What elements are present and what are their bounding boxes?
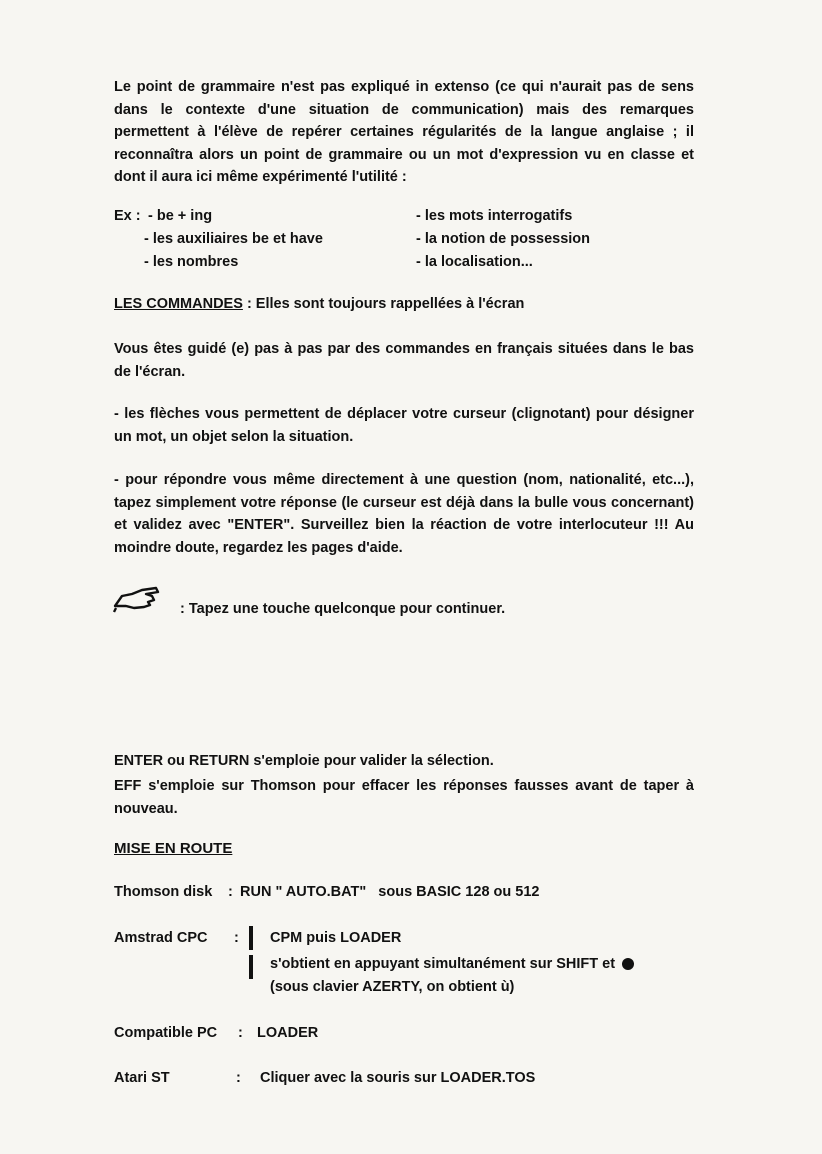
pc-sep: : bbox=[238, 1025, 243, 1041]
amstrad-sep: : bbox=[234, 930, 239, 946]
thomson-command-value: RUN " AUTO.BAT" bbox=[240, 884, 367, 900]
example-left-3: - les nombres bbox=[144, 254, 239, 270]
commands-paragraph-2 bbox=[114, 403, 694, 448]
amstrad-shift-note: s'obtient en appuyant simultanément sur SHIFT et bbox=[270, 956, 616, 972]
example-right-3: - la localisation... bbox=[416, 254, 533, 270]
thomson-sep: : bbox=[228, 884, 233, 900]
amstrad-command: CPM puis LOADER bbox=[270, 930, 402, 946]
platform-pc: Compatible PC bbox=[114, 1025, 218, 1041]
example-right-1: - les mots interrogatifs bbox=[416, 208, 573, 224]
commands-heading: LES COMMANDES bbox=[114, 296, 243, 312]
example-left-1: - be + ing bbox=[148, 208, 213, 224]
intro-text: Le point de grammaire n'est pas expliqué in extenso (ce qui n'aurait pas de sens dans le contexte d'une situation de communication) mais des remarques permettent à l'élève de repérer certaines régularités de la langue anglaise ; il reconnaîtra alors un point de grammaire ou un mot d'expression vu en classe et dont il aura ici même expérimenté l'utilité : bbox=[114, 79, 694, 185]
platform-thomson: Thomson disk bbox=[114, 884, 213, 900]
atari-sep: : bbox=[236, 1070, 241, 1086]
amstrad-note-line bbox=[270, 956, 634, 972]
atari-command: Cliquer avec la souris sur LOADER.TOS bbox=[260, 1070, 536, 1086]
commands-paragraph-3 bbox=[114, 469, 694, 559]
continue-prompt: : Tapez une touche quelconque pour continuer. bbox=[180, 601, 506, 617]
examples-prefix: Ex : bbox=[114, 208, 141, 224]
platform-atari: Atari ST bbox=[114, 1070, 170, 1086]
commands-p3-text: - pour répondre vous même directement à une question (nom, nationalité, etc...), tapez simplement votre réponse (le curseur est déjà dans la bulle vous concernant) et validez avec "ENTER". Surveillez bien la réaction de votre interlocuteur !!! Au moindre doute, regardez les pages d'aide. bbox=[114, 472, 694, 556]
eff-key-text: EFF s'emploie sur Thomson pour effacer les réponses fausses avant de taper à nouveau. bbox=[114, 778, 694, 817]
pointing-hand-icon bbox=[112, 584, 166, 614]
platform-amstrad: Amstrad CPC bbox=[114, 930, 208, 946]
enter-key-note: ENTER ou RETURN s'emploie pour valider la sélection. bbox=[114, 753, 494, 769]
amstrad-azerty-note: (sous clavier AZERTY, on obtient ù) bbox=[270, 979, 515, 995]
commands-heading-line bbox=[114, 296, 524, 312]
key-dot-icon bbox=[622, 958, 634, 970]
amstrad-bar-2 bbox=[249, 955, 253, 979]
commands-heading-rest: : Elles sont toujours rappellées à l'écran bbox=[246, 296, 525, 312]
commands-paragraph-1 bbox=[114, 338, 694, 383]
thomson-basic-note: sous BASIC 128 ou 512 bbox=[378, 884, 540, 900]
example-right-2: - la notion de possession bbox=[416, 231, 591, 247]
pc-command: LOADER bbox=[257, 1025, 319, 1041]
commands-p2-text: - les flèches vous permettent de déplacer votre curseur (clignotant) pour désigner un mot, un objet selon la situation. bbox=[114, 406, 694, 445]
commands-p1-text: Vous êtes guidé (e) pas à pas par des commandes en français situées dans le bas de l'écran. bbox=[114, 341, 694, 380]
launch-heading: MISE EN ROUTE bbox=[114, 840, 233, 857]
amstrad-bar-1 bbox=[249, 926, 253, 950]
thomson-command bbox=[240, 884, 539, 900]
intro-paragraph bbox=[114, 76, 694, 189]
eff-key-note bbox=[114, 775, 694, 820]
example-left-2: - les auxiliaires be et have bbox=[144, 231, 323, 247]
